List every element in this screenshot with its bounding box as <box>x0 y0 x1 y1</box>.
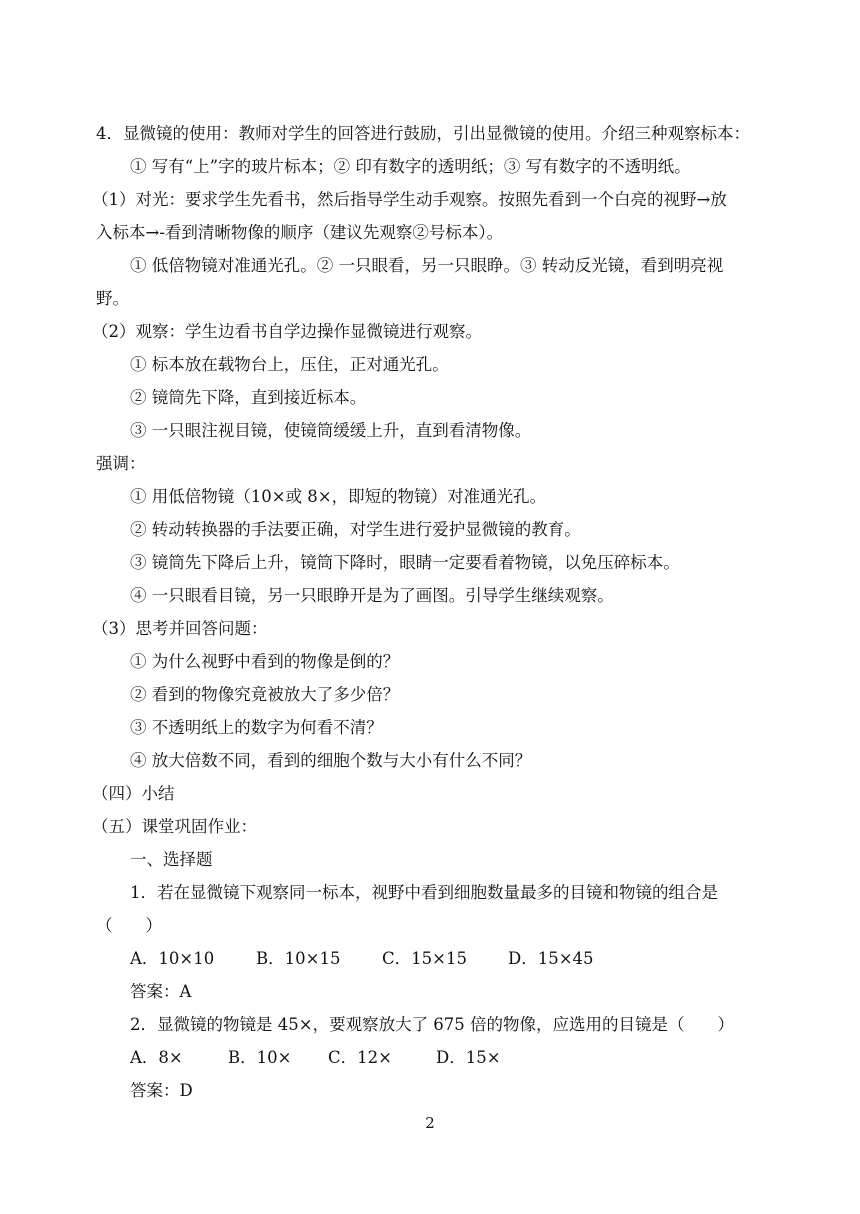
emphasis-heading: 强调： <box>96 454 146 473</box>
emphasis-item-3: ③ 镜筒先下降后上升，镜筒下降时，眼睛一定要看着物镜，以免压碎标本。 <box>130 553 680 572</box>
light-steps-cont: 野。 <box>96 289 129 308</box>
observe-step-3: ③ 一只眼注视目镜，使镜筒缓缓上升，直到看清物像。 <box>130 421 532 440</box>
option-a: A．10×10 <box>130 949 215 968</box>
option-d: D．15× <box>436 1048 501 1067</box>
question-2: ② 看到的物像究竟被放大了多少倍？ <box>130 685 400 704</box>
exercise-1-stem: 1．若在显微镜下观察同一标本，视野中看到细胞数量最多的目镜和物镜的组合是 <box>130 883 718 902</box>
question-3: ③ 不透明纸上的数字为何看不清？ <box>130 718 383 737</box>
exercise-1-answer: 答案：A <box>130 982 192 1001</box>
option-c: C．15×15 <box>382 949 467 968</box>
option-b: B．10×15 <box>256 949 341 968</box>
specimen-list: ① 写有“上”字的玻片标本；② 印有数字的透明纸；③ 写有数字的不透明纸。 <box>130 157 691 176</box>
light-steps: ① 低倍物镜对准通光孔。② 一只眼看，另一只眼睁。③ 转动反光镜，看到明亮视 <box>130 256 724 275</box>
exercise-2-options <box>130 1047 501 1069</box>
exercise-1-options <box>130 948 594 970</box>
option-d: D．15×45 <box>508 949 594 968</box>
emphasis-item-2: ② 转动转换器的手法要正确，对学生进行爱护显微镜的教育。 <box>130 520 581 539</box>
paragraph-light-adjust: （1）对光：要求学生先看书，然后指导学生动手观察。按照先看到一个白亮的视野→放 <box>92 190 727 209</box>
option-a: A．8× <box>130 1048 183 1067</box>
exercise-2-stem: 2．显微镜的物镜是 45×，要观察放大了 675 倍的物像，应选用的目镜是（ ） <box>130 1015 735 1034</box>
paragraph-observe: （2）观察：学生边看书自学边操作显微镜进行观察。 <box>92 322 482 341</box>
page-number: 2 <box>425 1114 435 1132</box>
section-summary: （四）小结 <box>92 784 175 803</box>
emphasis-item-1: ① 用低倍物镜（10×或 8×，即短的物镜）对准通光孔。 <box>130 487 547 506</box>
observe-step-2: ② 镜筒先下降，直到接近标本。 <box>130 388 367 407</box>
paragraph-think: （3）思考并回答问题： <box>92 619 268 638</box>
exercise-2-answer: 答案：D <box>130 1081 193 1100</box>
choice-heading: 一、选择题 <box>130 850 213 869</box>
paragraph-light-adjust-cont: 入标本→-看到清晰物像的顺序（建议先观察②号标本）。 <box>96 223 504 242</box>
observe-step-1: ① 标本放在载物台上，压住，正对通光孔。 <box>130 355 449 374</box>
question-1: ① 为什么视野中看到的物像是倒的？ <box>130 652 400 671</box>
question-4: ④ 放大倍数不同，看到的细胞个数与大小有什么不同？ <box>130 751 532 770</box>
emphasis-item-4: ④ 一只眼看目镜，另一只眼睁开是为了画图。引导学生继续观察。 <box>130 586 614 605</box>
option-b: B．10× <box>228 1048 292 1067</box>
section-homework: （五）课堂巩固作业： <box>92 817 257 836</box>
option-c: C．12× <box>328 1048 392 1067</box>
exercise-1-blank: （ ） <box>96 916 162 935</box>
paragraph-microscope-use: 4．显微镜的使用：教师对学生的回答进行鼓励，引出显微镜的使用。介绍三种观察标本： <box>96 124 750 143</box>
